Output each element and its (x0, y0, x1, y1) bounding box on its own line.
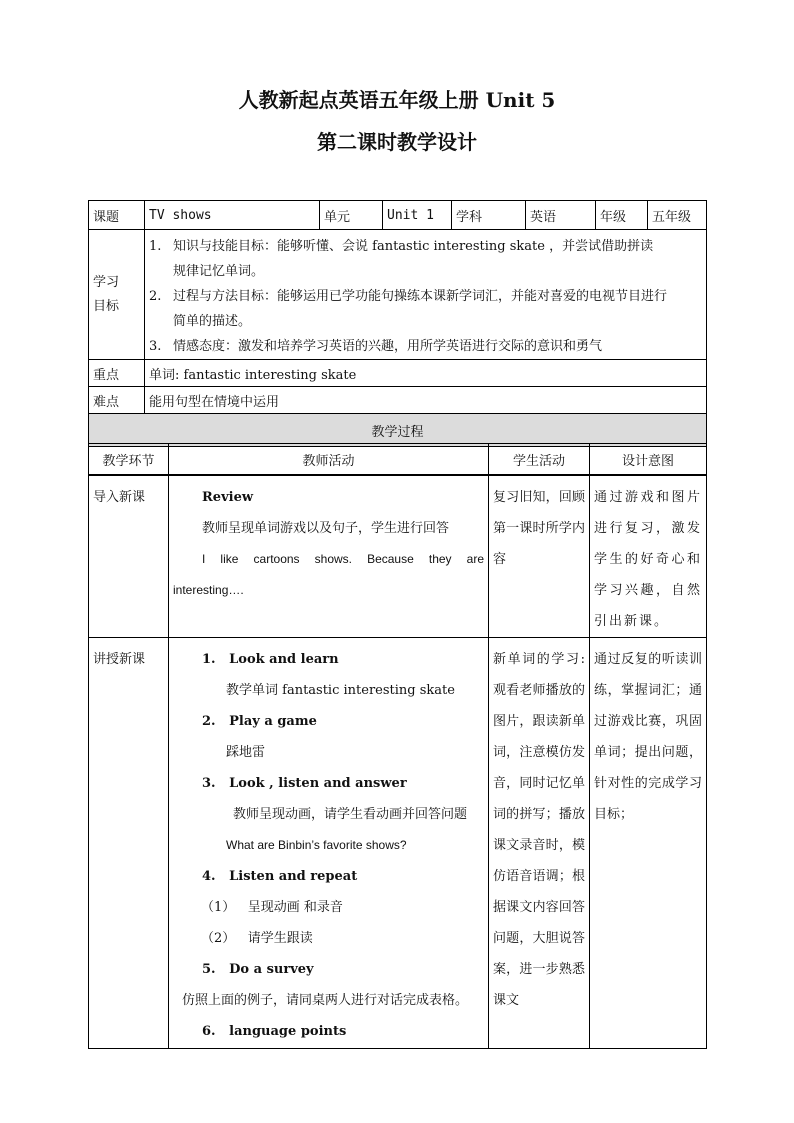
step-title: Listen and repeat (229, 869, 358, 884)
goal-number: 2. (149, 289, 162, 304)
unit-value: Unit 1 (383, 201, 452, 230)
process-row-new (89, 638, 707, 1049)
goals-row (89, 230, 707, 360)
difficulty-row (89, 387, 707, 414)
process-row-intro (89, 476, 707, 638)
goals-label-line1: 学习 (93, 274, 120, 290)
step-subitem (173, 892, 484, 923)
lesson-info-table (88, 200, 707, 447)
document-title: 人教新起点英语五年级上册 Unit 5 (238, 88, 556, 112)
review-sentence-cont: interesting…. (173, 583, 244, 597)
process-band-row (89, 414, 707, 447)
subitem-number: （1） (201, 900, 236, 915)
step-heading (173, 861, 484, 892)
step-subitem (173, 923, 484, 954)
design-intent-cell: 通过游戏和图片进行复习，激发学生的好奇心和学习兴趣，自然引出新课。 (590, 476, 707, 638)
document-subtitle: 第二课时教学设计 (317, 130, 477, 154)
goal-number: 3. (149, 339, 162, 354)
step-heading (173, 954, 484, 985)
info-row (89, 201, 707, 230)
col-student-header: 学生活动 (489, 444, 590, 475)
goals-label-line2: 目标 (93, 298, 120, 314)
process-header-table (88, 443, 707, 475)
review-heading: Review (202, 490, 254, 505)
goal-text-cont: 规律记忆单词。 (173, 264, 265, 279)
step-title: Play a game (229, 714, 317, 729)
key-point-row (89, 360, 707, 387)
subitem-text: 呈现动画 和录音 (247, 900, 343, 915)
goals-label (89, 230, 145, 360)
design-intent-cell: 通过反复的听读训练，掌握词汇；通过游戏比赛，巩固单词；提出问题，针对性的完成学习目标； (590, 638, 707, 1049)
goals-content (145, 230, 707, 360)
lesson-label: 课题 (89, 201, 145, 230)
subitem-number: （2） (201, 931, 236, 946)
key-point-value: 单词: fantastic interesting skate (145, 360, 707, 387)
grade-label: 年级 (596, 201, 648, 230)
step-number: 4. (202, 869, 216, 884)
col-stage-header: 教学环节 (89, 444, 169, 475)
teacher-activity-cell (169, 476, 489, 638)
student-activity-cell: 新单词的学习:观看老师播放的图片，跟读新单词，注意模仿发音，同时记忆单词的拼写；播放课文录音时，模仿语音语调；根据课文内容回答问题，大胆说答案，进一步熟悉课文 (489, 638, 590, 1049)
col-design-header: 设计意图 (590, 444, 707, 475)
step-number: 1. (202, 652, 216, 667)
step-question: What are Binbin’s favorite shows? (226, 838, 407, 852)
col-teacher-header: 教师活动 (169, 444, 489, 475)
goal-text: 知识与技能目标：能够听懂、会说 fantastic interesting skate ，并尝试借助拼读 (173, 239, 654, 254)
step-title: Do a survey (229, 962, 314, 977)
step-title: Look , listen and answer (229, 776, 407, 791)
step-number: 3. (202, 776, 216, 791)
step-text: 教学单词 fantastic interesting skate (226, 683, 455, 698)
step-text: 教师呈现动画，请学生看动画并回答问题 (233, 807, 468, 822)
goal-item (149, 234, 702, 284)
goal-text: 情感态度：激发和培养学习英语的兴趣，用所学英语进行交际的意识和勇气 (173, 339, 603, 354)
goal-number: 1. (149, 239, 162, 254)
grade-value: 五年级 (648, 201, 707, 230)
process-band: 教学过程 (89, 414, 707, 447)
step-heading (173, 644, 484, 675)
step-text: 踩地雷 (226, 745, 266, 760)
step-number: 2. (202, 714, 216, 729)
step-title: Look and learn (229, 652, 339, 667)
goal-item (149, 334, 702, 359)
subject-label: 学科 (452, 201, 526, 230)
student-activity-cell: 复习旧知，回顾第一课时所学内容 (489, 476, 590, 638)
difficulty-label: 难点 (89, 387, 145, 414)
subject-value: 英语 (526, 201, 596, 230)
step-heading (173, 706, 484, 737)
review-sentence: I like cartoons shows. Because they are (202, 552, 484, 566)
goal-item (149, 284, 702, 334)
goal-text: 过程与方法目标：能够运用已学功能句操练本课新学词汇，并能对喜爱的电视节目进行 (173, 289, 668, 304)
lesson-value: TV shows (145, 201, 320, 230)
step-heading (173, 768, 484, 799)
unit-label: 单元 (320, 201, 383, 230)
step-number: 6. (202, 1024, 216, 1039)
subitem-text: 请学生跟读 (247, 931, 313, 946)
key-point-label: 重点 (89, 360, 145, 387)
step-number: 5. (202, 962, 216, 977)
step-heading (173, 1016, 484, 1047)
difficulty-value: 能用句型在情境中运用 (145, 387, 707, 414)
step-title: language points (229, 1024, 347, 1039)
process-table (88, 475, 707, 1049)
stage-cell: 讲授新课 (89, 638, 169, 1049)
review-line: 教师呈现单词游戏以及句子，学生进行回答 (202, 521, 450, 536)
step-text: 仿照上面的例子，请同桌两人进行对话完成表格。 (182, 993, 469, 1008)
stage-cell: 导入新课 (89, 476, 169, 638)
process-header-row (89, 444, 707, 475)
teacher-activity-cell (169, 638, 489, 1049)
goal-text-cont: 简单的描述。 (173, 314, 252, 329)
